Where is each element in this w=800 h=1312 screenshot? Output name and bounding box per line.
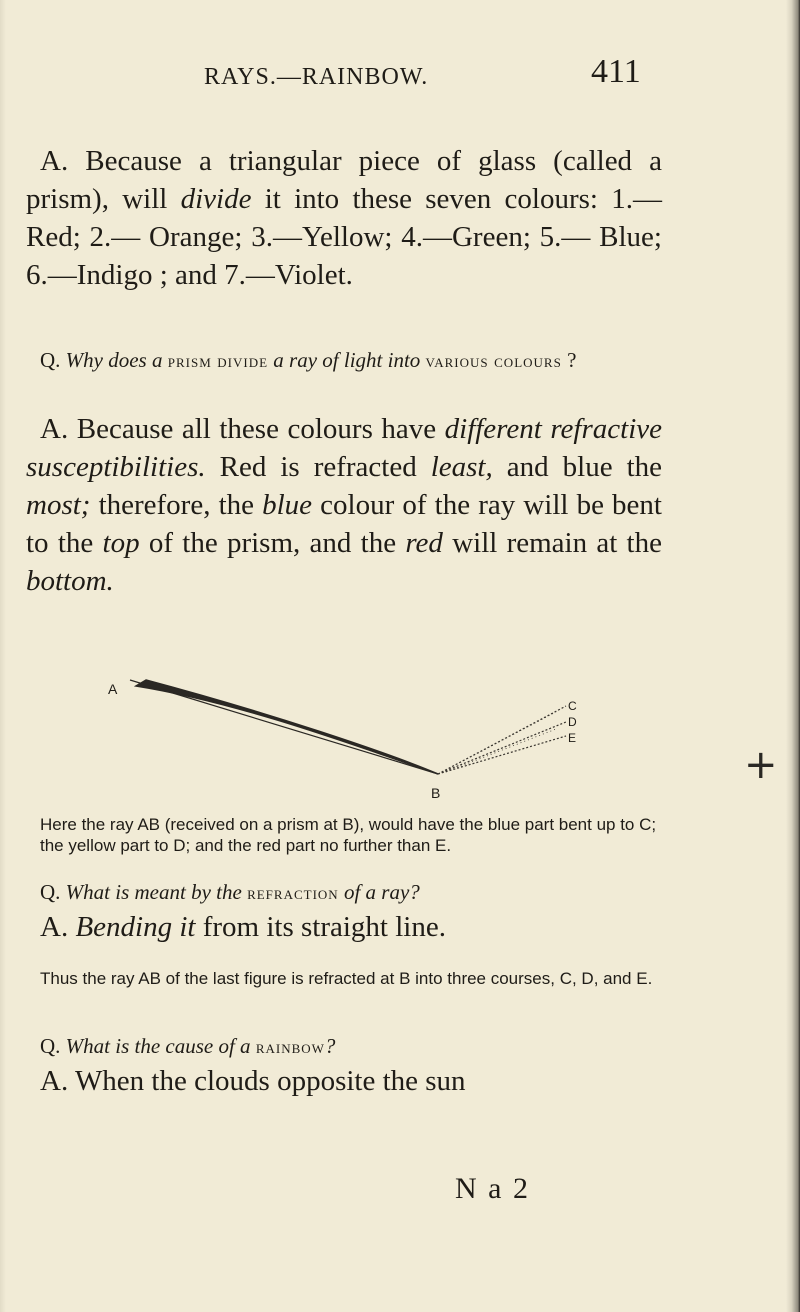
question-label: Q.	[40, 880, 61, 904]
question-small-caps: prism divide	[167, 351, 269, 371]
answer-text: will remain at the	[442, 527, 662, 559]
ray-spread-1	[446, 712, 556, 770]
book-gutter	[0, 0, 6, 1312]
answer-text: When the clouds opposite the sun	[74, 1065, 466, 1097]
diagram-label-a: A	[108, 681, 118, 697]
answer-emphasis: least,	[430, 451, 493, 483]
signature-mark: N a 2	[455, 1172, 530, 1205]
answer-emphasis: divide	[180, 183, 252, 215]
answer-label: A.	[40, 911, 69, 943]
answer-emphasis: most;	[26, 489, 91, 521]
answer-emphasis: top	[102, 527, 140, 559]
question-text: What is the cause of a	[65, 1034, 256, 1058]
question-small-caps: various colours	[425, 351, 562, 371]
question-text: a ray of light into	[268, 348, 426, 372]
page-header	[26, 50, 662, 100]
answer-text: it into these seven colours: 1.—Red; 2.— Orange; 3.—Yellow; 4.—Green; 5.— Blue; 6.—Indigo ; and 7.—Violet.	[26, 183, 662, 291]
prism-refraction-diagram	[86, 672, 646, 812]
ray-spread-2	[446, 729, 556, 772]
answer-emphasis: blue	[262, 489, 313, 521]
question-text: What is meant by the	[65, 880, 248, 904]
answer-label: A.	[40, 413, 69, 445]
question-prism-divide	[26, 344, 662, 377]
answer-emphasis: Bending it	[75, 911, 196, 943]
answer-text: colour of the ray will be bent to the	[26, 489, 662, 559]
question-small-caps: rainbow	[255, 1037, 325, 1057]
answer-prism-colours	[26, 142, 662, 294]
ray-ab	[130, 680, 438, 774]
answer-emphasis: bottom.	[26, 565, 114, 597]
question-label: Q.	[40, 1034, 61, 1058]
answer-emphasis: red	[405, 527, 443, 559]
question-text: ?	[561, 348, 577, 372]
refraction-note: Thus the ray AB of the last figure is refracted at B into three courses, C, D, and E.	[40, 969, 653, 988]
question-rainbow	[26, 1030, 662, 1063]
question-text: of a ray?	[338, 880, 420, 904]
page-edge	[786, 0, 800, 1312]
question-text: ?	[324, 1034, 336, 1058]
answer-text: Because all these colours have	[76, 413, 445, 445]
answer-text: from its straight line.	[195, 911, 446, 943]
diagram-label-b: B	[431, 785, 441, 801]
answer-text: Red is refracted	[205, 451, 431, 483]
diagram-label-e: E	[568, 731, 577, 745]
answer-label: A.	[40, 145, 69, 177]
answer-bending	[26, 908, 662, 946]
margin-mark: +	[744, 742, 778, 788]
running-title: RAYS.—RAINBOW.	[204, 64, 429, 90]
question-small-caps: refraction	[247, 883, 339, 903]
diagram-label-d: D	[568, 715, 577, 729]
answer-emphasis: different refractive susceptibilities.	[26, 413, 662, 483]
diagram-label-c: C	[568, 699, 577, 713]
answer-refraction-colours	[26, 410, 662, 600]
answer-rainbow-cause	[26, 1062, 662, 1100]
question-label: Q.	[40, 348, 61, 372]
ray-be	[438, 736, 566, 774]
page-number: 411	[591, 53, 641, 90]
answer-text: of the prism, and the	[139, 527, 406, 559]
answer-label: A.	[40, 1065, 69, 1097]
figure-caption: Here the ray AB (received on a prism at B), would have the blue part bent up to C; the yellow part to D; and the red part no further than E.	[40, 815, 657, 855]
answer-text: Because a triangular piece of glass (called a prism), will	[26, 145, 662, 215]
ray-bd	[438, 722, 566, 774]
question-refraction	[26, 876, 662, 909]
answer-text: and blue the	[492, 451, 662, 483]
question-text: Why does a	[65, 348, 168, 372]
answer-text: therefore, the	[90, 489, 263, 521]
